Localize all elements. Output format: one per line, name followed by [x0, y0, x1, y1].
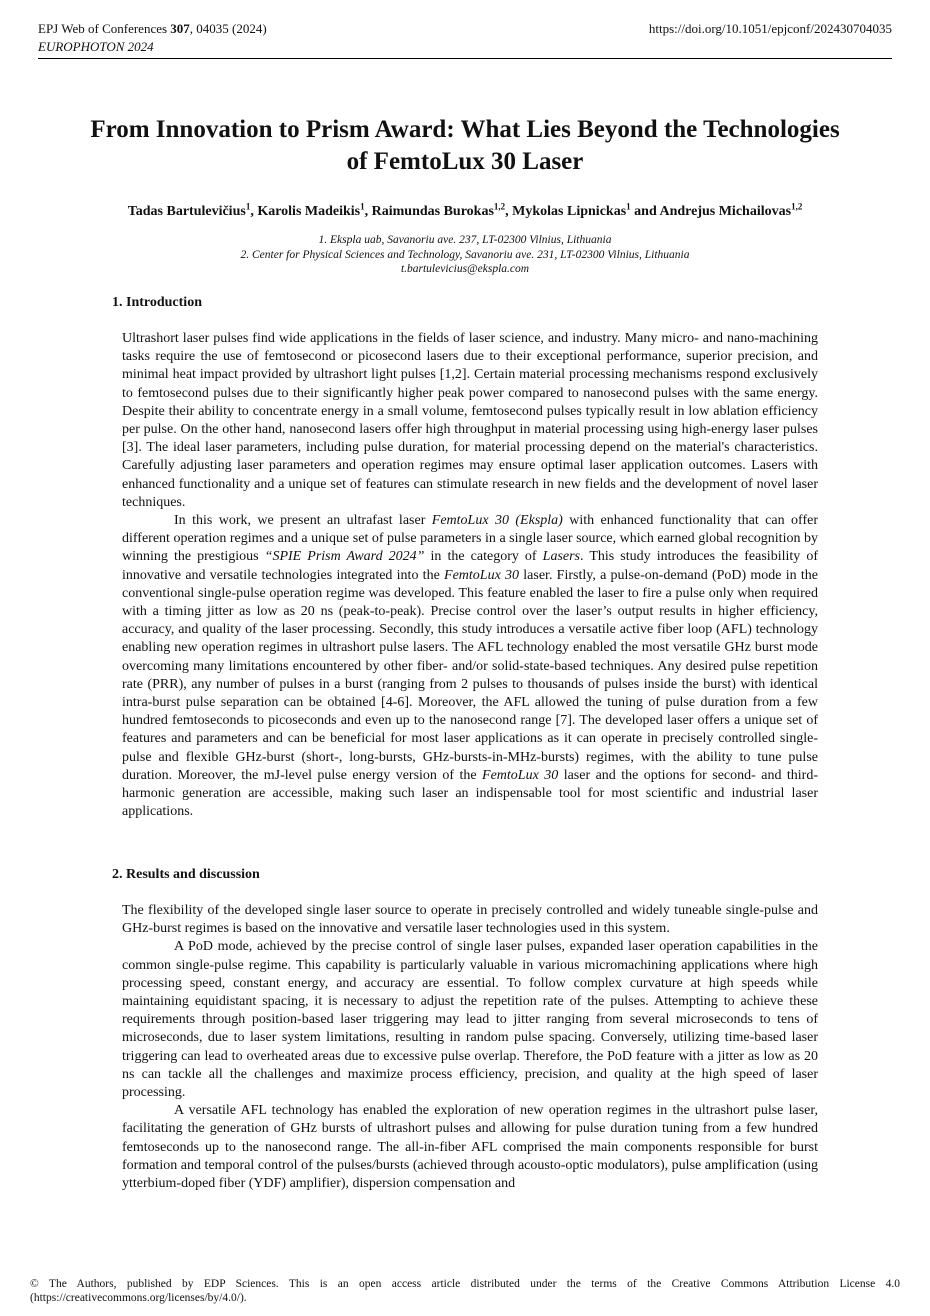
- results-body: [122, 902, 818, 1193]
- running-header-left: [38, 20, 267, 56]
- author-1: Tadas Bartulevičius$^1$,: [127, 201, 258, 219]
- paragraph: Ultrashort laser pulses find wide applications in the fields of laser science, and industry. Many micro- and nano-machining tasks require the use of femtosecond or picosecond lasers due to their exceptional performance, superior precision, and minimal heat impact provided by ultrashort light pulses [1,2]. Certain material processing mechanisms respond exclusively to femtosecond pulses due to their significantly higher peak power compared to nanosecond pulses with the same energy. Despite their ability to concentrate energy in a small volume, femtosecond pulses typically result in low ablation efficiency per pulse. On the other hand, nanosecond lasers offer high throughput in material processing using high-energy laser pulses [3]. The ideal laser parameters, including pulse duration, for material processing depend on the material's characteristics. Carefully adjusting laser parameters and operation regimes may ensure optimal laser application outcomes. Lasers with enhanced functionality and a unique set of features can stimulate research in new fields and the development of novel laser techniques.: [122, 331, 818, 510]
- paper-title: From Innovation to Prism Award: What Lies Beyond the Technologies of FemtoLux 30 Laser: [90, 116, 840, 175]
- author-2: Karolis Madeikis$^1$,: [257, 201, 372, 219]
- section-heading-results: 2. Results and discussion: [112, 867, 260, 882]
- paragraph: A PoD mode, achieved by the precise control of single laser pulses, expanded laser operation capabilities in the common single-pulse regime. This capability is particularly valuable in various micromachining applications where high processing speed, constant energy, and accuracy are essential. To follow complex curvature at high speeds while maintaining equidistant spacing, it is necessary to adjust the repetition rate of the pulses. Attempting to achieve these requirements through position-based laser triggering may lead to jitter ranging from several microseconds to tens of microseconds, due to laser system limitations, resulting in random pulse spacing. Conversely, utilizing time-based laser triggering can lead to overheated areas due to excessive pulse overlap. Therefore, the PoD feature with a jitter as low as 20 ns can tackle all the challenges and maximize process efficiency, precision, and quality at the high speed of laser processing.: [122, 939, 818, 1101]
- author-4: Mykolas Lipnickas$^1$ and: [512, 201, 660, 219]
- author-3: Raimundas Burokas$^{1,2}$,: [371, 201, 513, 219]
- affiliation-2: 2. Center for Physical Sciences and Technology, Savanoriu ave. 231, LT-02300 Vilnius, Lithuania: [240, 248, 690, 261]
- doi-link[interactable]: https://doi.org/10.1051/epjconf/202430704035: [648, 21, 892, 36]
- conference-name: EUROPHOTON 2024: [38, 39, 154, 54]
- affiliation-1: 1. Ekspla uab, Savanoriu ave. 237, LT-02300 Vilnius, Lithuania: [318, 234, 612, 246]
- paragraph: A versatile AFL technology has enabled the exploration of new operation regimes in the ultrashort pulse laser, facilitating the generation of GHz bursts of ultrashort pulses and allowing for pulse duration tuning from a few hundred femtoseconds up to the nanosecond range. The all-in-fiber AFL comprised the main components responsible for burst formation and temporal control of the pulses/bursts (achieved through acousto-optic modulators), pulse amplification (using ytterbium-doped fiber (YDF) amplifier), dispersion compensation and: [122, 1103, 818, 1192]
- journal-volume: 307: [170, 21, 190, 36]
- affiliations: [120, 233, 810, 277]
- header-rule: [38, 58, 892, 59]
- introduction-body: [122, 330, 818, 821]
- author-5: Andrejus Michailovas$^{1,2}$: [659, 201, 803, 219]
- article-number: , 04035 (2024): [189, 21, 267, 36]
- section-heading-introduction: 1. Introduction: [112, 295, 202, 310]
- license-footer: © The Authors, published by EDP Sciences. This is an open access article distributed under the terms of the Creative Commons Attribution License 4.0 (https://creativecommons.org/licenses/by/4.0/).: [30, 1278, 900, 1304]
- corresponding-email[interactable]: t.bartulevicius@ekspla.com: [400, 263, 530, 275]
- paragraph: In this work, we present an ultrafast laser FemtoLux 30 (Ekspla) with enhanced functionality that can offer different operation regimes and a unique set of pulse parameters in a single laser source, which earned global recognition by winning the prestigious “SPIE Prism Award 2024” in the category of Lasers. This study introduces the feasibility of innovative and versatile technologies integrated into the FemtoLux 30 laser. Firstly, a pulse-on-demand (PoD) mode in the conventional single-pulse operation regime was developed. This feature enabled the laser to fire a pulse only when required with a timing jitter as low as 20 ns (peak-to-peak). Precise control over the laser’s output results in higher efficiency, accuracy, and quality of the laser processing. Secondly, this study introduces a versatile active fiber loop (AFL) technology enabling new operation regimes in ultrashort pulse lasers. The AFL technology enabled the most versatile GHz burst mode overcoming many limitations encountered by other fiber- and/or solid-state-based techniques. Any desired pulse repetition rate (PRR), any number of pulses in a burst (ranging from 2 pulses to thousands of pulses inside the burst) with identical intra-burst pulse separation can be obtained [4-6]. Moreover, the AFL allowed the tuning of pulse duration from a few hundred femtoseconds to picoseconds and even up to the nanosecond range [7]. The developed laser offers a unique set of features and parameters and can be beneficial for most laser applications as it can operate in precisely controlled single-pulse and flexible GHz-burst (short-, long-bursts, GHz-bursts-in-MHz-bursts) regimes, with the ability to tune pulse duration. Moreover, the mJ-level pulse energy version of the FemtoLux 30 laser and the options for second- and third- harmonic generation are accessible, making such laser an indispensable tool for most scientific and industrial laser applications.: [122, 513, 818, 820]
- author-list: [120, 198, 810, 220]
- paragraph: The flexibility of the developed single laser source to operate in precisely controlled and widely tuneable single-pulse and GHz-burst regimes is based on the innovative and versatile laser technologies used in this system.: [122, 903, 818, 937]
- journal-name: EPJ Web of Conferences: [38, 21, 168, 36]
